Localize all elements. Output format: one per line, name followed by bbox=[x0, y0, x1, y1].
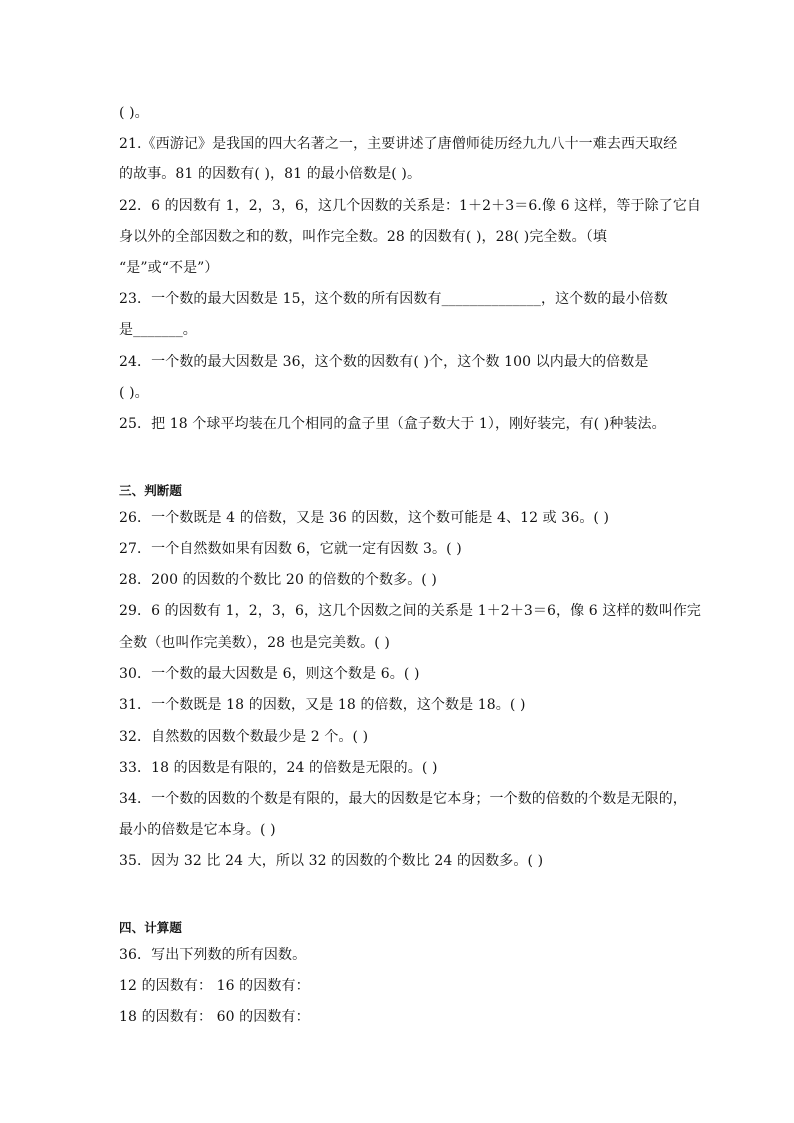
q21-line1: 21.《西游记》是我国的四大名著之一，主要讲述了唐僧师徒历经九九八十一难去西天取经 bbox=[119, 136, 678, 152]
q25-line1: 25．把 18 个球平均装在几个相同的盒子里（盒子数大于 1），刚好装完，有( )种装法。 bbox=[119, 416, 666, 432]
q32: 32．自然数的因数个数最少是 2 个。( ) bbox=[119, 729, 369, 745]
q23-line1: 23．一个数的最大因数是 15，这个数的所有因数有______________，这个数的最小倍数 bbox=[119, 291, 668, 307]
q33: 33．18 的因数是有限的，24 的倍数是无限的。( ) bbox=[119, 760, 438, 776]
q26: 26．一个数既是 4 的倍数，又是 36 的因数，这个数可能是 4、12 或 36。( ) bbox=[119, 510, 610, 526]
q34-line1: 34．一个数的因数的个数是有限的，最大的因数是它本身；一个数的倍数的个数是无限的， bbox=[119, 791, 687, 807]
q24-line1: 24．一个数的最大因数是 36，这个数的因数有( )个，这个数 100 以内最大的倍数是 bbox=[119, 354, 649, 370]
section-heading-calculation: 四、计算题 bbox=[119, 920, 183, 935]
q35: 35．因为 32 比 24 大，所以 32 的因数的个数比 24 的因数多。( ) bbox=[119, 853, 544, 869]
q23-line2: 是_______。 bbox=[119, 322, 197, 338]
q24-line2: ( )。 bbox=[119, 385, 149, 401]
q22-line3: “是”或“不是”） bbox=[119, 260, 219, 276]
q36-row2: 18 的因数有： 60 的因数有： bbox=[119, 1009, 310, 1025]
q29-line2: 全数（也叫作完美数），28 也是完美数。( ) bbox=[119, 635, 390, 651]
q22-line1: 22．6 的因数有 1，2，3，6，这几个因数的关系是：1＋2＋3＝6.像 6 这样，等于除了它自 bbox=[119, 198, 702, 214]
section-heading-judgement: 三、判断题 bbox=[119, 483, 183, 498]
q31: 31．一个数既是 18 的因数，又是 18 的倍数，这个数是 18。( ) bbox=[119, 697, 526, 713]
q36-row1: 12 的因数有： 16 的因数有： bbox=[119, 978, 310, 994]
q27: 27．一个自然数如果有因数 6，它就一定有因数 3。( ) bbox=[119, 541, 462, 557]
q30: 30．一个数的最大因数是 6，则这个数是 6。( ) bbox=[119, 666, 420, 682]
q22-line2: 身以外的全部因数之和的数，叫作完全数。28 的因数有( )，28( )完全数。（填 bbox=[119, 229, 607, 245]
q21-line2: 的故事。81 的因数有( )，81 的最小倍数是( )。 bbox=[119, 166, 422, 182]
q34-line2: 最小的倍数是它本身。( ) bbox=[119, 822, 276, 838]
q28: 28．200 的因数的个数比 20 的倍数的个数多。( ) bbox=[119, 572, 437, 588]
q36-prompt: 36．写出下列数的所有因数。 bbox=[119, 947, 307, 963]
q29-line1: 29．6 的因数有 1，2，3，6，这几个因数之间的关系是 1＋2＋3＝6，像 6 这样的数叫作完 bbox=[119, 603, 702, 619]
q20-answer-blank: ( )。 bbox=[119, 105, 149, 121]
